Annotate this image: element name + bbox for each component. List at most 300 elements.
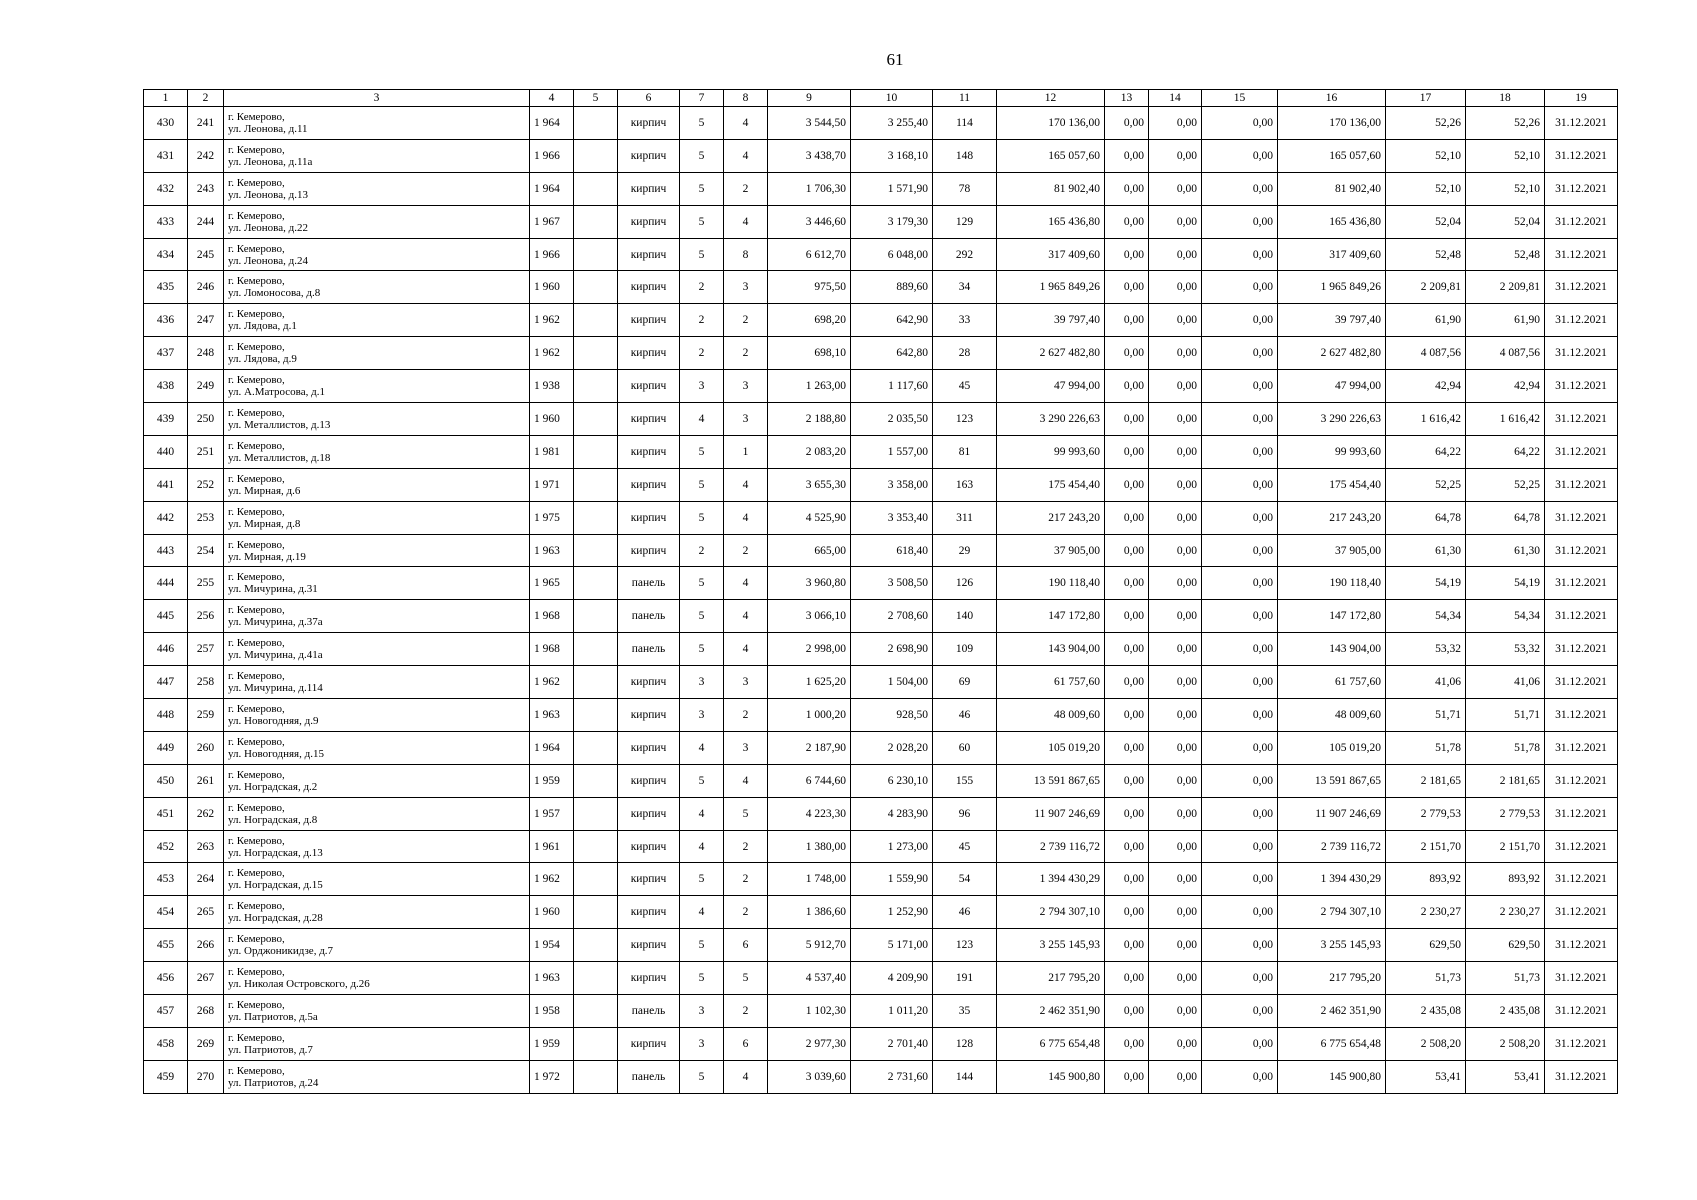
total-area-cell: 1 625,20 [768,666,851,699]
address-street: ул. Мирная, д.19 [228,550,306,563]
column-header-18: 18 [1466,90,1545,107]
address-street: ул. Патриотов, д.7 [228,1043,313,1056]
column-18-cell: 629,50 [1466,929,1545,962]
row-number-cell: 430 [144,107,188,140]
floors-cell: 5 [680,633,724,666]
residents-cell: 123 [933,403,997,436]
completion-date-cell: 31.12.2021 [1545,764,1618,797]
completion-date-cell: 31.12.2021 [1545,797,1618,830]
living-area-cell: 889,60 [851,271,933,304]
address-city: г. Кемерово, [228,834,285,847]
wall-material-cell: панель [618,1060,680,1093]
house-number-cell: 258 [188,666,224,699]
address-city: г. Кемерово, [228,1064,285,1077]
address-street: ул. Патриотов, д.5а [228,1010,318,1023]
column-13-cell: 0,00 [1105,797,1149,830]
table-row [144,764,1618,797]
cost-total-cell: 317 409,60 [997,238,1105,271]
table-row [144,797,1618,830]
residents-cell: 35 [933,995,997,1028]
row-number-cell: 449 [144,731,188,764]
column-15-cell: 0,00 [1202,304,1278,337]
column-17-cell: 64,22 [1386,435,1466,468]
total-area-cell: 3 655,30 [768,468,851,501]
total-area-cell: 6 612,70 [768,238,851,271]
residents-cell: 69 [933,666,997,699]
column-17-cell: 54,19 [1386,567,1466,600]
table-row [144,337,1618,370]
year-built-cell: 1 957 [530,797,574,830]
cost-total-cell: 217 243,20 [997,501,1105,534]
column-13-cell: 0,00 [1105,1027,1149,1060]
column-17-cell: 2 435,08 [1386,995,1466,1028]
house-number-cell: 241 [188,107,224,140]
house-number-cell: 251 [188,435,224,468]
column-5-cell [574,567,618,600]
column-16-cell: 1 965 849,26 [1278,271,1386,304]
column-13-cell: 0,00 [1105,271,1149,304]
column-15-cell: 0,00 [1202,567,1278,600]
floors-cell: 5 [680,139,724,172]
column-16-cell: 165 057,60 [1278,139,1386,172]
column-18-cell: 52,04 [1466,205,1545,238]
address-street: ул. Ноградская, д.8 [228,813,318,826]
floors-cell: 3 [680,995,724,1028]
entrances-cell: 3 [724,403,768,436]
address-city: г. Кемерово, [228,768,285,781]
floors-cell: 5 [680,435,724,468]
total-area-cell: 1 263,00 [768,370,851,403]
column-header-1: 1 [144,90,188,107]
column-5-cell [574,107,618,140]
completion-date-cell: 31.12.2021 [1545,403,1618,436]
house-number-cell: 254 [188,534,224,567]
living-area-cell: 2 028,20 [851,731,933,764]
address-cell [224,666,530,699]
total-area-cell: 3 039,60 [768,1060,851,1093]
column-13-cell: 0,00 [1105,600,1149,633]
column-5-cell [574,468,618,501]
wall-material-cell: кирпич [618,896,680,929]
wall-material-cell: панель [618,633,680,666]
column-14-cell: 0,00 [1149,337,1202,370]
wall-material-cell: кирпич [618,370,680,403]
living-area-cell: 6 048,00 [851,238,933,271]
column-17-cell: 51,78 [1386,731,1466,764]
column-13-cell: 0,00 [1105,830,1149,863]
column-17-cell: 52,48 [1386,238,1466,271]
total-area-cell: 698,20 [768,304,851,337]
table-row [144,139,1618,172]
cost-total-cell: 81 902,40 [997,172,1105,205]
column-17-cell: 64,78 [1386,501,1466,534]
completion-date-cell: 31.12.2021 [1545,304,1618,337]
column-13-cell: 0,00 [1105,337,1149,370]
living-area-cell: 1 559,90 [851,863,933,896]
living-area-cell: 5 171,00 [851,929,933,962]
housing-register-table [143,89,1618,1094]
wall-material-cell: кирпич [618,238,680,271]
completion-date-cell: 31.12.2021 [1545,567,1618,600]
cost-total-cell: 165 436,80 [997,205,1105,238]
column-15-cell: 0,00 [1202,797,1278,830]
column-17-cell: 42,94 [1386,370,1466,403]
wall-material-cell: кирпич [618,830,680,863]
column-5-cell [574,1027,618,1060]
row-number-cell: 442 [144,501,188,534]
address-cell [224,995,530,1028]
column-15-cell: 0,00 [1202,699,1278,732]
column-15-cell: 0,00 [1202,731,1278,764]
table-row [144,205,1618,238]
total-area-cell: 1 102,30 [768,995,851,1028]
residents-cell: 46 [933,699,997,732]
column-15-cell: 0,00 [1202,271,1278,304]
column-15-cell: 0,00 [1202,929,1278,962]
completion-date-cell: 31.12.2021 [1545,468,1618,501]
living-area-cell: 1 117,60 [851,370,933,403]
completion-date-cell: 31.12.2021 [1545,238,1618,271]
completion-date-cell: 31.12.2021 [1545,1027,1618,1060]
address-street: ул. Мичурина, д.31 [228,583,318,596]
total-area-cell: 975,50 [768,271,851,304]
total-area-cell: 1 748,00 [768,863,851,896]
address-street: ул. Орджоникидзе, д.7 [228,945,334,958]
address-street: ул. Мичурина, д.37а [228,616,323,629]
living-area-cell: 3 255,40 [851,107,933,140]
address-cell [224,468,530,501]
house-number-cell: 247 [188,304,224,337]
wall-material-cell: кирпич [618,337,680,370]
column-5-cell [574,600,618,633]
column-15-cell: 0,00 [1202,172,1278,205]
house-number-cell: 262 [188,797,224,830]
completion-date-cell: 31.12.2021 [1545,600,1618,633]
address-cell [224,797,530,830]
row-number-cell: 434 [144,238,188,271]
address-city: г. Кемерово, [228,439,285,452]
table-row [144,172,1618,205]
wall-material-cell: кирпич [618,304,680,337]
table-row [144,863,1618,896]
cost-total-cell: 37 905,00 [997,534,1105,567]
table-row [144,534,1618,567]
address-city: г. Кемерово, [228,209,285,222]
column-16-cell: 3 255 145,93 [1278,929,1386,962]
row-number-cell: 433 [144,205,188,238]
year-built-cell: 1 960 [530,403,574,436]
column-17-cell: 61,30 [1386,534,1466,567]
table-row [144,370,1618,403]
living-area-cell: 1 252,90 [851,896,933,929]
column-14-cell: 0,00 [1149,863,1202,896]
residents-cell: 45 [933,370,997,403]
address-cell [224,962,530,995]
column-16-cell: 147 172,80 [1278,600,1386,633]
column-16-cell: 3 290 226,63 [1278,403,1386,436]
column-15-cell: 0,00 [1202,1060,1278,1093]
column-17-cell: 2 508,20 [1386,1027,1466,1060]
wall-material-cell: кирпич [618,534,680,567]
column-17-cell: 4 087,56 [1386,337,1466,370]
floors-cell: 5 [680,929,724,962]
cost-total-cell: 175 454,40 [997,468,1105,501]
table-row [144,600,1618,633]
address-cell [224,304,530,337]
table-row [144,1027,1618,1060]
house-number-cell: 249 [188,370,224,403]
year-built-cell: 1 960 [530,896,574,929]
column-13-cell: 0,00 [1105,929,1149,962]
residents-cell: 148 [933,139,997,172]
total-area-cell: 3 438,70 [768,139,851,172]
column-15-cell: 0,00 [1202,995,1278,1028]
total-area-cell: 3 960,80 [768,567,851,600]
column-15-cell: 0,00 [1202,370,1278,403]
column-14-cell: 0,00 [1149,699,1202,732]
column-header-19: 19 [1545,90,1618,107]
floors-cell: 5 [680,863,724,896]
residents-cell: 81 [933,435,997,468]
address-city: г. Кемерово, [228,801,285,814]
address-street: ул. Ноградская, д.2 [228,780,318,793]
column-14-cell: 0,00 [1149,534,1202,567]
floors-cell: 2 [680,337,724,370]
column-15-cell: 0,00 [1202,337,1278,370]
year-built-cell: 1 968 [530,633,574,666]
column-17-cell: 1 616,42 [1386,403,1466,436]
column-14-cell: 0,00 [1149,139,1202,172]
column-13-cell: 0,00 [1105,863,1149,896]
column-18-cell: 61,30 [1466,534,1545,567]
column-16-cell: 217 243,20 [1278,501,1386,534]
column-17-cell: 51,73 [1386,962,1466,995]
wall-material-cell: кирпич [618,271,680,304]
column-13-cell: 0,00 [1105,567,1149,600]
column-18-cell: 2 181,65 [1466,764,1545,797]
column-14-cell: 0,00 [1149,238,1202,271]
entrances-cell: 4 [724,600,768,633]
living-area-cell: 1 504,00 [851,666,933,699]
column-5-cell [574,205,618,238]
cost-total-cell: 99 993,60 [997,435,1105,468]
column-13-cell: 0,00 [1105,107,1149,140]
total-area-cell: 4 525,90 [768,501,851,534]
address-city: г. Кемерово, [228,143,285,156]
column-15-cell: 0,00 [1202,435,1278,468]
address-cell [224,633,530,666]
cost-total-cell: 147 172,80 [997,600,1105,633]
living-area-cell: 6 230,10 [851,764,933,797]
column-header-11: 11 [933,90,997,107]
address-city: г. Кемерово, [228,900,285,913]
column-5-cell [574,929,618,962]
column-18-cell: 53,32 [1466,633,1545,666]
living-area-cell: 2 701,40 [851,1027,933,1060]
column-16-cell: 145 900,80 [1278,1060,1386,1093]
address-city: г. Кемерово, [228,966,285,979]
completion-date-cell: 31.12.2021 [1545,699,1618,732]
total-area-cell: 1 386,60 [768,896,851,929]
cost-total-cell: 2 462 351,90 [997,995,1105,1028]
address-street: ул. А.Матросова, д.1 [228,386,325,399]
row-number-cell: 438 [144,370,188,403]
column-header-5: 5 [574,90,618,107]
address-cell [224,501,530,534]
house-number-cell: 243 [188,172,224,205]
completion-date-cell: 31.12.2021 [1545,995,1618,1028]
column-18-cell: 52,10 [1466,139,1545,172]
column-5-cell [574,238,618,271]
column-18-cell: 41,06 [1466,666,1545,699]
living-area-cell: 4 283,90 [851,797,933,830]
row-number-cell: 448 [144,699,188,732]
house-number-cell: 267 [188,962,224,995]
address-city: г. Кемерово, [228,604,285,617]
column-18-cell: 42,94 [1466,370,1545,403]
column-16-cell: 2 627 482,80 [1278,337,1386,370]
floors-cell: 5 [680,205,724,238]
total-area-cell: 698,10 [768,337,851,370]
floors-cell: 4 [680,403,724,436]
column-16-cell: 47 994,00 [1278,370,1386,403]
column-5-cell [574,863,618,896]
address-cell [224,435,530,468]
column-17-cell: 2 151,70 [1386,830,1466,863]
address-cell [224,929,530,962]
column-16-cell: 190 118,40 [1278,567,1386,600]
living-area-cell: 2 698,90 [851,633,933,666]
cost-total-cell: 6 775 654,48 [997,1027,1105,1060]
column-5-cell [574,962,618,995]
house-number-cell: 250 [188,403,224,436]
row-number-cell: 431 [144,139,188,172]
residents-cell: 144 [933,1060,997,1093]
address-city: г. Кемерово, [228,308,285,321]
row-number-cell: 457 [144,995,188,1028]
table-row [144,107,1618,140]
address-street: ул. Николая Островского, д.26 [228,978,370,991]
column-18-cell: 54,34 [1466,600,1545,633]
cost-total-cell: 13 591 867,65 [997,764,1105,797]
total-area-cell: 3 066,10 [768,600,851,633]
entrances-cell: 3 [724,731,768,764]
column-14-cell: 0,00 [1149,1060,1202,1093]
column-16-cell: 6 775 654,48 [1278,1027,1386,1060]
house-number-cell: 268 [188,995,224,1028]
wall-material-cell: кирпич [618,403,680,436]
entrances-cell: 2 [724,699,768,732]
entrances-cell: 2 [724,995,768,1028]
row-number-cell: 440 [144,435,188,468]
column-13-cell: 0,00 [1105,501,1149,534]
column-17-cell: 61,90 [1386,304,1466,337]
column-5-cell [574,830,618,863]
address-street: ул. Ноградская, д.15 [228,879,323,892]
residents-cell: 114 [933,107,997,140]
column-5-cell [574,271,618,304]
house-number-cell: 263 [188,830,224,863]
living-area-cell: 642,80 [851,337,933,370]
column-16-cell: 48 009,60 [1278,699,1386,732]
address-cell [224,337,530,370]
entrances-cell: 8 [724,238,768,271]
floors-cell: 2 [680,271,724,304]
address-city: г. Кемерово, [228,242,285,255]
total-area-cell: 5 912,70 [768,929,851,962]
wall-material-cell: кирпич [618,797,680,830]
cost-total-cell: 39 797,40 [997,304,1105,337]
wall-material-cell: кирпич [618,205,680,238]
floors-cell: 5 [680,962,724,995]
column-13-cell: 0,00 [1105,962,1149,995]
column-14-cell: 0,00 [1149,962,1202,995]
house-number-cell: 252 [188,468,224,501]
address-city: г. Кемерово, [228,110,285,123]
column-13-cell: 0,00 [1105,468,1149,501]
living-area-cell: 3 168,10 [851,139,933,172]
address-city: г. Кемерово, [228,702,285,715]
column-15-cell: 0,00 [1202,238,1278,271]
table-row [144,731,1618,764]
living-area-cell: 928,50 [851,699,933,732]
residents-cell: 34 [933,271,997,304]
column-14-cell: 0,00 [1149,995,1202,1028]
column-5-cell [574,1060,618,1093]
column-16-cell: 81 902,40 [1278,172,1386,205]
address-cell [224,600,530,633]
house-number-cell: 270 [188,1060,224,1093]
living-area-cell: 3 353,40 [851,501,933,534]
column-18-cell: 2 151,70 [1466,830,1545,863]
total-area-cell: 665,00 [768,534,851,567]
column-header-10: 10 [851,90,933,107]
address-street: ул. Патриотов, д.24 [228,1076,319,1089]
column-5-cell [574,370,618,403]
entrances-cell: 2 [724,337,768,370]
cost-total-cell: 47 994,00 [997,370,1105,403]
wall-material-cell: панель [618,567,680,600]
wall-material-cell: кирпич [618,139,680,172]
column-18-cell: 53,41 [1466,1060,1545,1093]
column-header-17: 17 [1386,90,1466,107]
column-14-cell: 0,00 [1149,468,1202,501]
column-13-cell: 0,00 [1105,205,1149,238]
address-cell [224,567,530,600]
total-area-cell: 2 977,30 [768,1027,851,1060]
completion-date-cell: 31.12.2021 [1545,370,1618,403]
living-area-cell: 3 179,30 [851,205,933,238]
column-17-cell: 2 779,53 [1386,797,1466,830]
table-row [144,699,1618,732]
cost-total-cell: 2 627 482,80 [997,337,1105,370]
row-number-cell: 443 [144,534,188,567]
column-15-cell: 0,00 [1202,896,1278,929]
address-street: ул. Мирная, д.6 [228,484,301,497]
residents-cell: 33 [933,304,997,337]
house-number-cell: 261 [188,764,224,797]
column-18-cell: 2 508,20 [1466,1027,1545,1060]
cost-total-cell: 3 255 145,93 [997,929,1105,962]
column-15-cell: 0,00 [1202,666,1278,699]
wall-material-cell: панель [618,600,680,633]
living-area-cell: 3 358,00 [851,468,933,501]
address-cell [224,699,530,732]
column-5-cell [574,501,618,534]
column-16-cell: 2 462 351,90 [1278,995,1386,1028]
floors-cell: 5 [680,764,724,797]
year-built-cell: 1 964 [530,731,574,764]
